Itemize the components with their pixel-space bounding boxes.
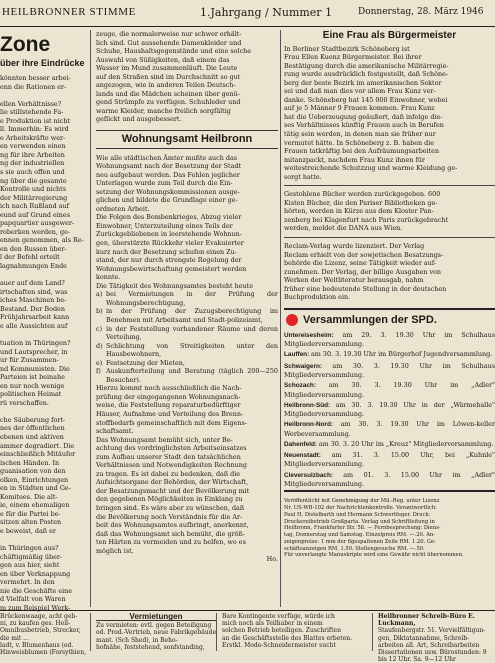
meeting-details: am 30. 3. 20 Uhr im „Kreuz" Mitgliederversammlung.	[318, 439, 494, 448]
text-line: Verhältnissen und Notwendigkeiten Rechnung	[96, 461, 247, 470]
wohnungsamt-paragraph-2	[96, 213, 278, 281]
meeting-details: am 30. 3. 19.30 Uhr im „Adler" Mitgliederversammlung.	[284, 381, 495, 399]
text-line: Frauen tatkräftig bei den Aufräumungsarbeiten	[284, 147, 440, 156]
text-line: gen, überstürzte Rückkehr vieler Evakuierter	[96, 239, 244, 248]
imprint-line: Für unverlangte Manuskripte wird eine Gewähr nicht übernommen.	[284, 552, 464, 559]
text-line: eund auf Grund eines	[0, 210, 70, 219]
text-line: kurz nach der Besetzung schufen einen Zu-	[96, 247, 237, 256]
author-signature: Ho.	[266, 555, 278, 564]
text-line: m zum Beispiel Werk-	[0, 603, 71, 612]
list-item-label: a)	[96, 290, 103, 299]
text-line: ordneten Arbeit.	[96, 204, 150, 213]
meeting-item	[284, 381, 495, 399]
text-line: behörde die Lizenz, seine Tätigkeit wieder auf-	[284, 259, 437, 268]
meeting-place: Lauffen:	[284, 351, 311, 359]
text-line: Reclam erhielt von der sowjetischen Besatzungs-	[284, 250, 444, 259]
list-item-label: d)	[96, 341, 103, 350]
text-line: Auswahl von Süßigkeiten, daß einem das	[96, 55, 230, 64]
text-line: gend Strümpfe zu verfügen. Schuhleder und	[96, 98, 241, 107]
text-line: lands und die Mädchen scheinen über genü-	[96, 89, 240, 98]
text-line: den gegebenen Möglichkeiten in Einklang zu	[96, 495, 243, 504]
meeting-item	[284, 440, 495, 450]
text-line: rü verschaffen.	[0, 398, 49, 407]
text-line: neu aufgebaut werden. Das Fehlen jeglicher	[96, 170, 240, 179]
text-line: Einwohner, Unterzuteilung eines Teils der	[96, 221, 233, 230]
text-line	[0, 330, 90, 339]
spd-heading-row	[286, 314, 495, 326]
zone-article-body	[0, 74, 90, 612]
text-line: setzung der Wohnungskommissionen ausge-	[96, 187, 240, 196]
ad-line: hofnähe, feststehend, sonfstanding,	[96, 643, 205, 651]
text-line: weitestreichende Schutzzug und warme Kleidung ge-	[284, 164, 458, 173]
text-line: Buchproduktion ein.	[284, 293, 351, 302]
continued-article-text	[96, 30, 278, 124]
meeting-place: Neuenstadt:	[284, 451, 332, 459]
text-line: danke. Schöneberg hat 145 000 Einwohner, wobei	[284, 95, 448, 104]
wohnungsamt-paragraph-1	[96, 154, 278, 214]
list-item-text: Festsetzung der Mieten,	[106, 358, 185, 367]
list-item-text: bei Vermietungen in der Prüfung der Wohnungsberechtigung,	[106, 290, 278, 307]
list-item	[96, 290, 278, 307]
text-line: Zurückgebliebenen in leerstehende Wohnun-	[96, 230, 242, 239]
text-line: stand, der nur durch strengste Regelung der	[96, 256, 242, 265]
text-line: Die Folgen des Bombenkrieges, Abzug vieler	[96, 213, 242, 222]
text-line: tuation in Thüringen?	[0, 338, 71, 347]
text-line: ten Härten zu vermeiden und zu helfen, wo es	[96, 538, 246, 547]
text-line: gen aus hier, sieht	[0, 561, 60, 570]
text-line: Komitees. Die alt-	[0, 492, 58, 501]
ad-line: od. Prod.-Vertrieb, neue Fabrikgebäude	[96, 629, 217, 637]
schreibbuero-heading: Heilbronner Schreib-Büro E. Luckmann,	[378, 613, 475, 628]
text-line: e für die Partei be-	[0, 509, 61, 518]
text-line: In Berliner Stadtbezirk Schöneberg ist	[284, 44, 410, 53]
zone-subheading: über ihre Eindrücke	[0, 58, 85, 68]
text-line: s sie auch offen und	[0, 168, 65, 177]
vermietungen-heading: Vermietungen	[96, 613, 216, 621]
text-line: d Vielfalt von Waren	[0, 595, 66, 604]
text-line: möglich ist.	[96, 546, 134, 555]
meeting-details: am 30. 3. 19.30 Uhr im Löwen-keller Werbeversammlung.	[284, 420, 495, 438]
issue-number: 1.Jahrgang / Nummer 1	[200, 6, 333, 19]
text-line: ischen Händen. In	[0, 458, 60, 467]
text-line: politischen Heimat	[0, 390, 62, 399]
imprint-line: Heilbronn, Frankfurter Str. 58. — Fernbesprechung: Diens-	[284, 525, 441, 532]
text-line: e beweist, daß er	[0, 526, 56, 535]
text-line: ammer degradiert. Die	[0, 441, 75, 450]
wohnungsamt-paragraph-4	[96, 384, 278, 435]
imprint-line: zeigenpreise: 1 mm der 6gespaltenen Zeile RM. 1.20. Ge-	[284, 538, 436, 545]
text-line: beit des Wohnungsamtes aufbringt, anerkennt,	[96, 521, 249, 530]
imprint-line: Druckereibetrieb Großparta. Verlag und Schriftleitung in	[284, 518, 435, 525]
list-item	[96, 367, 278, 384]
meeting-list	[284, 331, 495, 489]
ad-line: Staufenbergstr. 51. Vervielfältigun-	[378, 627, 486, 635]
text-line: Häuser, Aufnahme und Verteilung des Brenn-	[96, 409, 244, 418]
buergermeister-heading: Eine Frau als Bürgermeister	[322, 30, 457, 41]
text-line: früher eine bedeutende Stellung in der deutschen	[284, 284, 447, 293]
text-line: zenberg bei Klagenfurt nach Paris zurückgebracht	[284, 215, 449, 224]
text-line: iches Maschinen be-	[0, 296, 67, 305]
text-line: ich nach Rußland auf	[0, 202, 70, 211]
meeting-place: Untereisesheim:	[284, 331, 343, 339]
wohnungsamt-paragraph-5	[96, 436, 278, 556]
text-line: achtung des vordringlichsten Arbeitseinsatzes	[96, 444, 247, 453]
text-line	[0, 271, 90, 280]
imprint-line: Veröffentlicht mit Genehmigung der Mil.-Reg. unter Lizenz	[284, 498, 440, 505]
meeting-item	[284, 331, 495, 349]
text-line: papquartier ausgewer-	[0, 219, 75, 228]
text-line: Parteien ist beinahe	[0, 373, 65, 382]
text-line: Bestätigung durch die amerikanische Militärregie-	[284, 61, 449, 70]
text-line: irtschaften sind, was	[0, 287, 68, 296]
masthead	[0, 0, 495, 27]
meeting-item	[284, 471, 495, 489]
text-line: vermehrt. In den	[0, 578, 55, 587]
text-line: könnten besser arbei-	[0, 74, 71, 82]
text-line: roberken werden, ge-	[0, 227, 71, 236]
imprint-line: Nr. US-WB-102 der Nachrichtenkontrolle. Verantwortlich:	[284, 504, 437, 511]
meeting-details: am 31. 3. 15.00 Uhr, bei „Kuhnle" Mitgliederversammlung.	[284, 450, 495, 469]
text-line: en über Verknappung	[0, 569, 71, 578]
text-line: Gestohlene Bücher werden zurückgegeben. 600	[284, 190, 441, 199]
newspaper-title: HEILBRONNER STIMME	[2, 6, 136, 18]
books-news-item	[284, 190, 495, 233]
text-line	[0, 536, 90, 545]
text-line: Bestand. Der Boden	[0, 304, 65, 313]
text-line	[0, 91, 90, 100]
meeting-item	[284, 362, 495, 380]
text-line: werden, meldet die DANA aus Wien.	[284, 224, 403, 233]
meeting-place: Schozach:	[284, 382, 329, 390]
list-item-label: f)	[96, 367, 101, 376]
text-line: Kontrolle und nichts	[0, 185, 66, 194]
text-line: ll. Immerhin: Es wird	[0, 125, 69, 134]
text-line: ng der industriellen	[0, 159, 65, 168]
ad-column-vermietungen	[96, 613, 217, 651]
text-line: nd Kommunisten. Die	[0, 364, 70, 373]
list-item	[96, 325, 278, 342]
column-zone-article	[0, 30, 91, 612]
text-line: enn die Rationen er-	[0, 82, 67, 91]
meeting-place: Schwaigern:	[284, 362, 333, 370]
text-line: vermutet hätte. In Schöneberg z. B. haben die	[284, 138, 435, 147]
reclam-news-item	[284, 242, 495, 302]
text-line: tätig sein werden, in denen man sie früher nur	[284, 130, 436, 139]
text-line: ie, einem ehemaligen	[0, 501, 70, 510]
text-line: ses Verhältnisses künftig Frauen auch in Berufen	[284, 121, 444, 130]
text-line: Wohnungsamt nach der Besetzung der Stadt	[96, 162, 242, 171]
ad-line: arbeiten all. Art, Schreibarbeiten	[378, 641, 480, 649]
ad-column-schreibbuero	[378, 613, 495, 663]
text-line: hat die Ueberzeugung geäußert, daß infolge die-	[284, 112, 443, 121]
text-line: en nur noch wenige	[0, 381, 65, 390]
ad-line: mant. (Sch Shed), in Beho-	[96, 636, 178, 644]
text-line	[0, 407, 90, 416]
text-line: einschließlich Mitäufer	[0, 450, 76, 459]
text-line: Kisten Bücher, die den Pariser Bibliotheken ge-	[284, 198, 438, 207]
ad-line: Brückenwaage, acht geb-	[0, 613, 78, 620]
text-line: Das Wohnungsamt bemüht sich, unter Be-	[96, 435, 233, 444]
text-line: Frau Ellen Kuenz Bürgermeister. Bei ihrer	[284, 53, 422, 62]
text-line: Aufsichtsorgane der Behörden, der Wirtschaft,	[96, 478, 249, 487]
text-line: e Arbeitskräfte wer-	[0, 133, 66, 142]
ad-line: ladt, v. Blumenhaus (ed.	[0, 641, 74, 649]
meeting-details: am 01. 3. 15.00 Uhr im „Adler" Mitgliederversammlung.	[284, 470, 495, 489]
ad-column-1	[0, 613, 91, 657]
text-line: konnte.	[96, 273, 121, 282]
text-line: en den Russen über-	[0, 244, 67, 253]
spd-meetings-box	[284, 308, 495, 492]
text-line: angezogen, wie in anderen Teilen Deutsch-	[96, 81, 236, 90]
meeting-details: am 29. 3. 19.30 Uhr im Schulhaus Mitgliederversammlung.	[284, 330, 495, 349]
text-line: rung wurde ausdrücklich festgestellt, daß Schöne-	[284, 70, 449, 79]
ad-line: die mit ...	[0, 634, 29, 642]
ad-line: Zu vermieten: evtl. gegen Beteiligung	[96, 622, 212, 630]
text-line: ng über die gesamte	[0, 176, 67, 185]
list-item-label: c)	[96, 324, 103, 333]
text-line: Wohnungsbewirtschaftung gemeistert werden	[96, 264, 247, 273]
spd-heading: Versammlungen der SPD.	[303, 313, 437, 326]
list-item	[96, 359, 278, 368]
list-item-text: in der Prüfung der Zuzugsberechtigung im Benehmen mit Arbeitsamt und Stadt-polizeiamt,	[106, 307, 278, 324]
text-line: Wie alle städtischen Ämter mußte auch das	[96, 153, 238, 162]
column-news	[284, 30, 495, 607]
text-line: Hierzu kommt noch ausschließlich die Nach-	[96, 384, 242, 393]
classified-ads-strip	[0, 610, 495, 663]
meeting-place: Dahenfeld:	[284, 440, 319, 448]
meeting-place: Heilbronn-Süd:	[284, 401, 336, 409]
meeting-details: am 30. 3. 19.30 Uhr im Schulhaus Mitgliederversammlung.	[284, 361, 495, 380]
meeting-item	[284, 350, 495, 360]
meeting-item	[284, 420, 495, 438]
text-line: l der Befehl erteilt	[0, 253, 60, 262]
meeting-item	[284, 451, 495, 469]
text-line: Wasser im Mund zusammenläuft. Die Leute	[96, 64, 238, 73]
text-line: ng für ihre Arbeiten	[0, 150, 65, 159]
text-line: glichen und bildete die Grundlage einer ge-	[96, 196, 238, 205]
text-line: lie stillstehende Fa-	[0, 108, 64, 117]
text-line: warme Kleider, manche freilich sorgfältig	[96, 106, 231, 115]
text-line: schaftsamt.	[96, 427, 134, 436]
imprint-line: tag, Donnerstag und Samstag. Einzelpreis RM. —.20. An-	[284, 532, 435, 539]
text-line: der Besatzungsmacht und der Bevölkerung mit	[96, 486, 250, 495]
imprint	[284, 498, 495, 559]
ad-line: Dissertationen usw. Bürostunden: 9	[378, 649, 487, 657]
ad-line: Hinweisblumen (Forsythien,	[0, 649, 86, 657]
text-line: che Säuberung fort-	[0, 415, 66, 424]
wohnungsamt-heading: Wohnungsamt Heilbronn	[96, 130, 278, 149]
ad-line: mich noch als Teilhaber in einem	[222, 620, 323, 628]
ad-line: bis 12 Uhr. Sa. 9—12 Uhr	[378, 656, 456, 663]
text-line: ur für Zusammen-	[0, 356, 59, 365]
divider	[284, 185, 495, 186]
text-line: mitanzpackt, nachdem Frau Kunz ihnen für	[284, 155, 425, 164]
text-line: guanisation von den	[0, 467, 66, 476]
text-line: en in Städten und Ge-	[0, 484, 71, 493]
ad-line: Omnibusbetrieb, Strecker,	[0, 627, 81, 635]
text-line: die Bevölkerung noch Verständnis für die Ar-	[96, 512, 243, 521]
imprint-line: schäftsanzeigen RM. 1.50. Stellengesuche RM. —.50.	[284, 545, 425, 552]
meeting-details: am 30. 3. 19.30 Uhr in der „Wärmehalle" Mitgliederversammlung.	[284, 400, 495, 419]
buergermeister-article-body	[284, 45, 495, 182]
text-line: Unterlagen wurde zum Teil durch die Ein-	[96, 179, 233, 188]
text-line: prüfung der eingegangenen Wohnungsnach-	[96, 392, 241, 401]
text-line: e alle Aussichten auf	[0, 321, 68, 330]
text-line: nes der öffentlichen	[0, 424, 65, 433]
text-line: ellen Verhältnisse?	[0, 99, 62, 108]
text-line: lich sind. Gut aussehende Damenkleider und	[96, 38, 242, 47]
list-item-text: Schlichtung von Streitigkeiten unter den Hausbewohnern,	[106, 341, 278, 359]
text-line: e Produktion ist nicht	[0, 116, 71, 125]
text-line: Frühjahrsarbeit kann	[0, 313, 70, 322]
text-line: Schuhe, Haushaltsgegenstände und eine solche	[96, 47, 252, 56]
text-line: und Lautsprecher, in	[0, 347, 68, 356]
meeting-details: am 30. 3. 19.30 Uhr im Bürgerhof Jugendversammlung.	[310, 350, 493, 359]
ad-line: gen, Diktatannahme, Schreib-	[378, 634, 470, 642]
text-line: bringen sind. Es wäre aber zu wünschen, daß	[96, 503, 245, 512]
text-line: geflickt und ausgebessert.	[96, 115, 182, 124]
text-line: chäftigmäßig über-	[0, 552, 63, 561]
text-line: daß das Wohnungsamt sich bemüht, die größ-	[96, 529, 245, 538]
text-line: zunehmen. Der Verlag, der billige Ausgaben von	[284, 267, 442, 276]
text-line: ennen genommen, als Re-	[0, 236, 84, 245]
list-item-text: Auskunfterteilung und Beratung (täglich 200—250 Besucher).	[106, 367, 278, 384]
list-item-text: in der Feststellung vorhandener Räume und deren Verteilung,	[106, 324, 278, 342]
text-line: weise, die Feststellung reparaturbedürftiger	[96, 401, 241, 410]
ad-line: Bare Kontingente verfüge, würde ich	[222, 613, 335, 620]
ad-column-3	[222, 613, 373, 651]
text-line: auf je 5 Männer 9 Frauen kommen. Frau Kunz	[284, 104, 435, 113]
text-line: Reclam-Verlag wurde lizenziert. Der Verlag	[284, 242, 425, 251]
text-line: zum Aufbau unserer Stadt den tatsächlichen	[96, 452, 241, 461]
wohnungsamt-task-list	[96, 290, 278, 384]
meeting-item	[284, 401, 495, 419]
text-line: zu tragen. Es ist dabei zu bedenken, daß die	[96, 469, 241, 478]
column-wohnungsamt	[96, 30, 281, 607]
ad-line: solchen Betrieb beteiligen. Zuschriften	[222, 627, 341, 635]
list-item-label: b)	[96, 307, 103, 316]
text-line: sitzen alten Posten	[0, 518, 62, 527]
text-line: berg der beste Bezirk im amerikanischen Sektor	[284, 78, 442, 87]
wohnungsamt-paragraph-3: Die Tätigkeit des Wohnungsamtes besteht heute	[96, 281, 253, 290]
text-line: lagnahmungen Ende	[0, 262, 67, 271]
issue-date: Donnerstag, 28. März 1946	[358, 7, 484, 17]
divider	[284, 237, 495, 238]
list-item	[96, 342, 278, 359]
ad-line: Erstkl. Mode-Schneidermeister sucht	[222, 641, 336, 649]
text-line: auf den Straßen sind im Durchschnitt so gut	[96, 72, 241, 81]
text-line: der Militärregierung	[0, 193, 68, 202]
ad-line: an die Geschäftsstelle des Blattes erbeten.	[222, 634, 353, 642]
text-line: sorgt hatte.	[284, 172, 322, 181]
text-line: hörten, werden in Kürze aus dem Kloster Pan-	[284, 207, 434, 216]
meeting-place: Heilbronn-Nord:	[284, 421, 341, 429]
text-line: auer auf dem Land?	[0, 279, 65, 288]
text-line: nie die Geschäfte eine	[0, 586, 73, 595]
zone-heading: Zone	[0, 33, 51, 56]
red-dot-icon	[286, 314, 298, 326]
meeting-place: Cleversulzbach:	[284, 471, 344, 479]
imprint-line: Paul H. Distelbarth und Hermann Schwertfeger. Druck:	[284, 511, 431, 518]
text-line: en verwenden einen	[0, 142, 66, 151]
text-line: Werken der Weltliteratur herausgab, nahm	[284, 276, 424, 285]
list-item-label: e)	[96, 358, 103, 367]
list-item	[96, 307, 278, 324]
text-line: in Thüringen aus?	[0, 544, 59, 553]
text-line: ebenen und aktiven	[0, 432, 64, 441]
text-line: stoffbedarfs gemeinschaftlich mit dem Eigens-	[96, 418, 247, 427]
ad-line: ni, zu kaufen ges. Heil-	[0, 620, 71, 628]
text-line: zeuge, die normalerweise nur schwer erhält-	[96, 30, 242, 38]
text-line: olken, Einrichtungen	[0, 475, 69, 484]
text-line: sei und daß man dies vor allem Frau Kunz ver-	[284, 87, 436, 96]
